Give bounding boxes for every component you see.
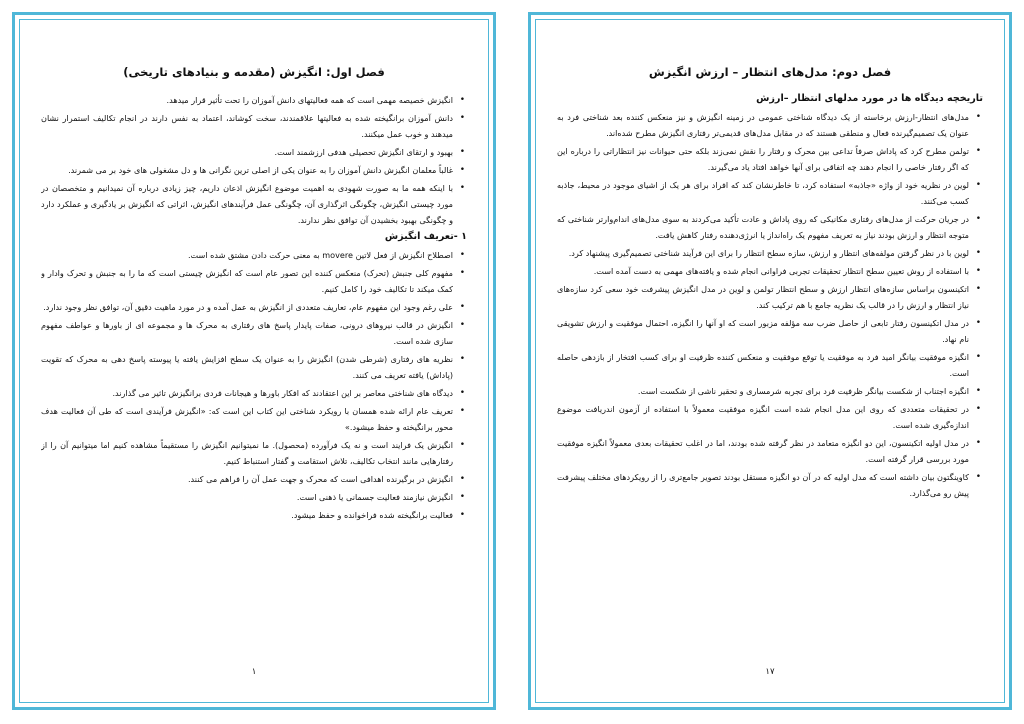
list-item: • تعریف عام ارائه شده همسان با رویکرد شناختی این کتاب این است که: «انگیزش فرآیندی است که طی آن فعالیت هدف محور برانگیخته و حفظ میشود.»	[41, 403, 467, 435]
left-page-content	[41, 65, 467, 647]
list-item: • در مدل اتکینسون رفتار تابعی از حاصل ضرب سه مؤلفه مزبور است که او آنها را انگیزه، احتمال موفقیت و ارزش تشویقی نام نهاد.	[557, 315, 983, 347]
list-item: • لوین در نظریه خود از واژه «جاذبه» استفاده کرد، تا خاطرنشان کند که افراد برای هر یک از اشیای موجود در محیط، جاذبه کسب می‌کنند.	[557, 177, 983, 209]
list-item: • انگیزش در برگیرنده اهدافی است که محرک و جهت عمل آن را فراهم می کنند.	[41, 471, 467, 487]
list-item: • علی رغم وجود این مفهوم عام، تعاریف متعددی از انگیزش به عمل آمده و در مورد ماهیت دقیق آن، توافق نظر وجود ندارد.	[41, 299, 467, 315]
history-bullet-list	[557, 109, 983, 501]
list-item: • انگیزش خصیصه مهمی است که همه فعالیتهای دانش آموزان را تحت تأثیر قرار میدهد.	[41, 92, 467, 108]
intro-bullet-list	[41, 92, 467, 228]
list-item: • لوین با در نظر گرفتن مولفه‌های انتظار و ارزش، سازه سطح انتظار را برای این فرآیند شناختی تصمیم‌گیری پیشنهاد کرد.	[557, 245, 983, 261]
list-item: • مفهوم کلی جنبش (تحرک) منعکس کننده این تصور عام است که انگیزش چیستی است که ما را به جنبش و تحرک وادار و کمک میکند تا تکالیف خود را کامل کنیم.	[41, 265, 467, 297]
chapter-title: فصل اول: انگیزش (مقدمه و بنیادهای تاریخی)	[123, 65, 385, 79]
page-number: ۱۷	[765, 667, 775, 677]
list-item: • انگیزه موفقیت بیانگر امید فرد به موفقیت یا توقع موفقیت و منعکس کننده ظرفیت او برای کسب افتخار از بازدهی حاصله است.	[557, 349, 983, 381]
list-item: • تولمن مطرح کرد که پاداش صرفاً تداعی بین محرک و رفتار را نقش نمی‌زند بلکه حتی حیوانات نیز انتظاراتی را درباره این که اگر رفتار خاصی را انجام دهند چه اتفاقی برای آنها خواهد افتاد یاد می‌گیرند.	[557, 143, 983, 175]
right-page-content	[557, 65, 983, 647]
list-item: • در جریان حرکت از مدل‌های رفتاری مکانیکی که روی پاداش و عادت تأکید می‌کردند به سوی مدل‌های اندام‌وارتر شناختی که متوجه انتظار و ارزش بودند نیاز به تعریف مفهوم یک راه‌انداز یا انرژی‌دهنده رفتار کاهش یافت.	[557, 211, 983, 243]
list-item: • انگیزه اجتناب از شکست بیانگر ظرفیت فرد برای تجربه شرمساری و تحقیر ناشی از شکست است.	[557, 383, 983, 399]
list-item: • غالباً معلمان انگیزش دانش آموزان را به عنوان یکی از اصلی ترین نگرانی ها و دل مشغولی های خود بر می شمرند.	[41, 162, 467, 178]
list-item: • مدل‌های انتظار-ارزش برخاسته از یک دیدگاه شناختی عمومی در زمینه انگیزش و نیز منعکس کننده بعد شناختی فرد به عنوان یک تصمیم‌گیرنده فعال و منطقی هستند که در مقابل مدل‌های قدیمی‌تر رفتاری انگیزش مطرح شده‌اند.	[557, 109, 983, 141]
definition-bullet-list	[41, 247, 467, 523]
list-item: • نظریه های رفتاری (شرطی شدن) انگیزش را به عنوان یک سطح افزایش یافته یا پیوسته پاسخ دهی به محرک که تقویت (پاداش) یافته تعریف می کنند.	[41, 351, 467, 383]
chapter-title: فصل دوم: مدل‌های انتظار – ارزش انگیزش	[648, 65, 892, 79]
list-item: • انگیزش نیازمند فعالیت جسمانی یا ذهنی است.	[41, 489, 467, 505]
list-item: • کاوینگتون بیان داشته است که مدل اولیه که در آن دو انگیزه مستقل بودند تصویر جامع‌تری را از رویکردهای مختلف پیشرفت پیش رو می‌گذارد.	[557, 469, 983, 501]
right-page	[528, 12, 1012, 710]
list-item: • دیدگاه های شناختی معاصر بر این اعتقادند که افکار باورها و هیجانات فردی برانگیزش تاثیر می گذارند.	[41, 385, 467, 401]
section-heading: تاریخچه دیدگاه ها در مورد مدلهای انتظار –ارزش	[756, 93, 983, 104]
list-item: • دانش آموزان برانگیخته شده به فعالیتها علاقمندند، سخت کوشاند، اعتماد به نفس دارند در انجام تکالیف استمرار نشان میدهند و خوب عمل میکنند.	[41, 110, 467, 142]
list-item: • انگیزش یک فرایند است و نه یک فرآورده (محصول). ما نمیتوانیم انگیزش را مستقیماً مشاهده کنیم اما میتوانیم آن را از رفتارهایی مانند انتخاب تکالیف، تلاش استقامت و گفتار استنباط کنیم.	[41, 437, 467, 469]
list-item: • با استفاده از روش تعیین سطح انتظار تحقیقات تجربی فراوانی انجام شده و یافته‌های مهمی به دست آمده است.	[557, 263, 983, 279]
section-heading: ۱ -تعریف انگیزش	[384, 231, 467, 242]
list-item: • انگیزش در قالب نیروهای درونی، صفات پایدار پاسخ های رفتاری به محرک ها و مجموعه ای از باورها و عواطف مفهوم سازی شده است.	[41, 317, 467, 349]
list-item: • با اینکه همه ما به صورت شهودی به اهمیت موضوع انگیزش اذعان داریم، چیز زیادی درباره آن نمیدانیم و متخصصان در مورد چیستی انگیزش، چگونگی اثرگذاری آن، چگونگی عمل فرآیندهای انگیزش، اثراتی که انگیزش بر یادگیری و عملکرد دارد و چگونگی بهبود بخشیدن آن توافق نظر ندارند.	[41, 180, 467, 228]
list-item: • اتکینسون براساس سازه‌های انتظار ارزش و سطح انتظار تولمن و لوین در مدل انگیزش پیشرفت خود سعی کرد سازه‌های نیاز انتظار و ارزش را در قالب یک نظریه جامع با هم ترکیب کند.	[557, 281, 983, 313]
list-item: • در مدل اولیه اتکینسون، این دو انگیزه متعامد در نظر گرفته شده بودند، اما در اغلب تحقیقات بعدی معمولاً انگیزه موفقیت مورد بررسی قرار گرفته است.	[557, 435, 983, 467]
page-number: ۱	[251, 667, 257, 677]
list-item: • در تحقیقات متعددی که روی این مدل انجام شده است انگیزه موفقیت معمولاً با استفاده از آزمون اندریافت موضوع اندازه‌گیری شده است.	[557, 401, 983, 433]
left-page	[12, 12, 496, 710]
list-item: • اصطلاح انگیزش از فعل لاتین movere به معنی حرکت دادن مشتق شده است.	[41, 247, 467, 263]
list-item: • بهبود و ارتقای انگیزش تحصیلی هدفی ارزشمند است.	[41, 144, 467, 160]
list-item: • فعالیت برانگیخته شده فراخوانده و حفظ میشود.	[41, 507, 467, 523]
